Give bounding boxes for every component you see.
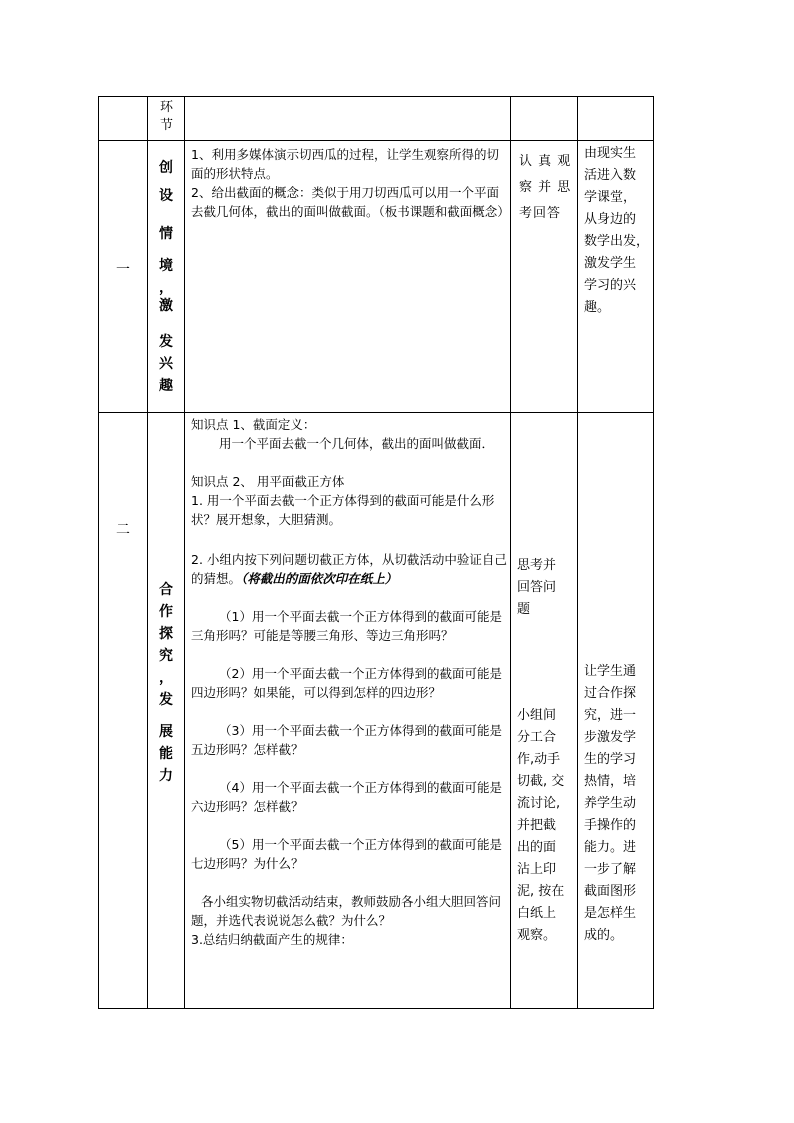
student-activity-line: 流讨论,	[517, 796, 561, 811]
design-intent-line: 究，进一	[584, 708, 637, 723]
design-intent-cell	[578, 413, 654, 1009]
stage-title-char: 情	[159, 226, 173, 242]
stage-title-char: 创	[159, 160, 173, 176]
stage-title-char: 设	[159, 188, 173, 204]
student-activity-cell	[511, 141, 578, 413]
stage-title-char: 兴	[159, 356, 173, 372]
sub-question: （3）用一个平面去截一个正方体得到的截面可能是五边形吗？怎样截？	[191, 723, 502, 757]
design-intent-line: 让学生通	[584, 664, 637, 679]
design-intent-line: 步激发学	[584, 730, 637, 745]
design-intent-line: 生的学习	[584, 752, 637, 767]
stage-title-char: 究	[159, 648, 173, 664]
student-activity-line: 观察。	[517, 928, 557, 943]
stage-title-char: 力	[159, 768, 173, 784]
knowledge-point-title: 知识点 2、 用平面截正方体	[191, 474, 345, 489]
sub-question: （5）用一个平面去截一个正方体得到的截面可能是七边形吗？为什么？	[191, 837, 502, 871]
header-cell-number	[99, 97, 148, 141]
stage-title-char: 激	[159, 298, 173, 314]
header-cell-intent	[578, 97, 654, 141]
student-activity-line: 回答问	[517, 580, 557, 595]
student-activity-line: 认 真 观	[519, 154, 572, 169]
design-intent-line: 成的。	[584, 928, 624, 943]
question-paragraph: 2. 小组内按下列问题切截正方体，从切截活动中验证自己的猜想。	[191, 552, 507, 586]
question-paragraph: 3.总结归纳截面产生的规律：	[191, 932, 353, 947]
question-note: （将截出的面依次印在纸上）	[241, 571, 398, 586]
stage-title-char: 趣	[159, 378, 173, 394]
design-intent-line: 手操作的	[584, 818, 637, 833]
sub-question: （1）用一个平面去截一个正方体得到的截面可能是三角形吗？可能是等腰三角形、等边三角形吗？	[191, 609, 502, 643]
stage-number-cell	[99, 413, 148, 1009]
lesson-plan-table	[98, 96, 654, 1009]
sub-question: （4）用一个平面去截一个正方体得到的截面可能是六边形吗？怎样截？	[191, 780, 502, 814]
stage-row-1	[99, 141, 654, 413]
header-cell-student	[511, 97, 578, 141]
student-activity-line: 作,动手	[517, 752, 561, 767]
stage-title-char: 发	[159, 692, 173, 708]
knowledge-point-body: 用一个平面去截一个几何体，截出的面叫做截面．	[219, 436, 495, 451]
stage-title-char: ，	[159, 670, 173, 686]
stage-number: 一	[116, 261, 130, 278]
design-intent-line: 学习的兴	[584, 278, 637, 293]
question-paragraph: 1. 用一个平面去截一个正方体得到的截面可能是什么形状？展开想象，大胆猜测。	[191, 493, 495, 527]
stage-title-char: 作	[159, 604, 173, 620]
design-intent-line: 截面图形	[584, 884, 637, 899]
stage-title-char: 发	[159, 334, 173, 350]
student-activity-line: 出的面	[517, 840, 557, 855]
design-intent-cell	[578, 141, 654, 413]
design-intent-line: 从身边的	[584, 212, 637, 227]
stage-title-char: 境	[159, 258, 173, 274]
student-activity-line: 小组间	[517, 708, 557, 723]
content-paragraph: 1、利用多媒体演示切西瓜的过程，让学生观察所得的切面的形状特点。	[191, 147, 499, 181]
knowledge-point-title: 知识点 1、截面定义：	[191, 417, 316, 432]
design-intent-line: 活进入数	[584, 168, 637, 183]
stage-content-cell	[185, 413, 511, 1009]
design-intent-line: 过合作探	[584, 686, 637, 701]
student-activity-line: 泥, 按在	[517, 884, 565, 899]
stage-label-char: 节	[160, 118, 174, 133]
stage-title-cell	[148, 141, 185, 413]
design-intent-line: 是怎样生	[584, 906, 637, 921]
stage-title-char: ，	[159, 280, 173, 296]
student-activity-line: 沾上印	[517, 862, 557, 877]
summary-paragraph: 各小组实物切截活动结束，教师鼓励各小组大胆回答问题，并选代表说说怎么截？为什么？	[191, 894, 502, 928]
design-intent-line: 一步了解	[584, 862, 637, 877]
student-activity-line: 题	[517, 602, 531, 617]
design-intent-line: 数学出发，	[584, 234, 650, 249]
student-activity-cell	[511, 413, 578, 1009]
design-intent-line: 激发学生	[584, 256, 637, 271]
design-intent-line: 趣。	[584, 300, 611, 315]
stage-title-char: 探	[159, 626, 173, 642]
design-intent-line: 学课堂，	[584, 190, 637, 205]
design-intent-line: 能力。进	[584, 840, 637, 855]
stage-content-cell	[185, 141, 511, 413]
stage-row-2	[99, 413, 654, 1009]
student-activity-line: 考回答	[519, 206, 562, 221]
design-intent-line: 养学生动	[584, 796, 637, 811]
student-activity-line: 并把截	[517, 818, 557, 833]
stage-number-cell	[99, 141, 148, 413]
header-cell-stage	[148, 97, 185, 141]
content-paragraph: 2、给出截面的概念：类似于用刀切西瓜可以用一个平面去截几何体，截出的面叫做截面。（板书课题和截面概念）	[191, 185, 510, 219]
student-activity-line: 白纸上	[517, 906, 557, 921]
sub-question: （2）用一个平面去截一个正方体得到的截面可能是四边形吗？如果能，可以得到怎样的四边形？	[191, 666, 502, 700]
stage-label-char: 环	[160, 100, 174, 115]
student-activity-line: 分工合	[517, 730, 557, 745]
design-intent-line: 热情，培	[584, 774, 637, 789]
student-activity-line: 察 并 思	[519, 180, 572, 195]
student-activity-line: 切截, 交	[517, 774, 565, 789]
stage-title-char: 能	[159, 746, 173, 762]
student-activity-line: 思考并	[517, 558, 557, 573]
header-row	[99, 97, 654, 141]
design-intent-line: 由现实生	[584, 146, 637, 161]
stage-title-char: 展	[159, 724, 173, 740]
header-cell-content	[185, 97, 511, 141]
stage-number: 二	[116, 522, 130, 538]
stage-title-char: 合	[159, 582, 173, 598]
stage-title-cell	[148, 413, 185, 1009]
